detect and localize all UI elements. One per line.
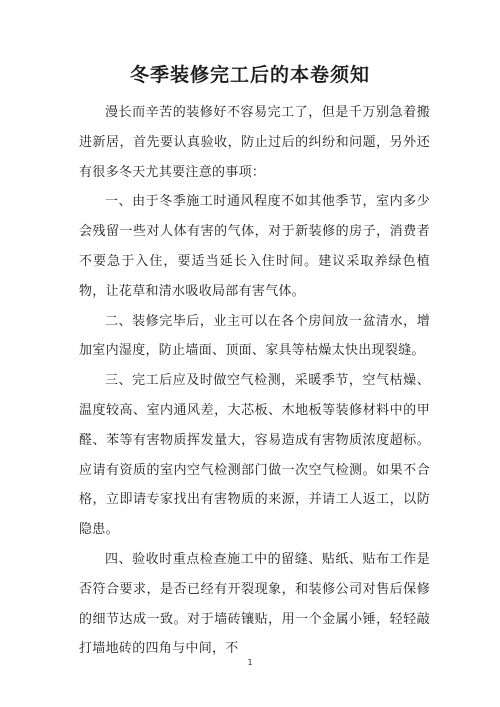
paragraph-item-4: 四、验收时重点检查施工中的留缝、贴纸、贴布工作是否符合要求，是否已经有开裂现象，和装修公司对售后保修的细节达成一致。对于墙砖镶贴，用一个金属小锤，轻轻敲打墙地砖的四角与中间，不 <box>79 551 430 657</box>
document-title: 冬季装修完工后的本卷须知 <box>129 64 370 86</box>
paragraph-item-2: 二、装修完毕后，业主可以在各个房间放一盆清水，增加室内湿度，防止墙面、顶面、家具等枯燥太快出现裂缝。 <box>79 313 430 359</box>
paragraph-intro: 漫长而辛苦的装修好不容易完工了，但是千万别急着搬进新居，首先要认真验收，防止过后的纠纷和问题，另外还有很多冬天尤其要注意的事项： <box>79 105 430 180</box>
document-body <box>79 98 430 664</box>
paragraph-item-3: 三、完工后应及时做空气检测，采暖季节，空气枯燥、温度较高、室内通风差，大芯板、木地板等装修材料中的甲醛、苯等有害物质挥发量大，容易造成有害物质浓度超标。应请有资质的室内空气检测部门做一次空气检测。如果不合格，立即请专家找出有害物质的来源，并请工人返工，以防隐患。 <box>79 373 430 538</box>
paragraph-item-1: 一、由于冬季施工时通风程度不如其他季节，室内多少会残留一些对人体有害的气体，对于新装修的房子，消费者不要急于入住，要适当延长入住时间。建议采取养绿色植物，让花草和清水吸收局部有害气体。 <box>79 194 430 299</box>
page-number: 1 <box>247 658 253 667</box>
